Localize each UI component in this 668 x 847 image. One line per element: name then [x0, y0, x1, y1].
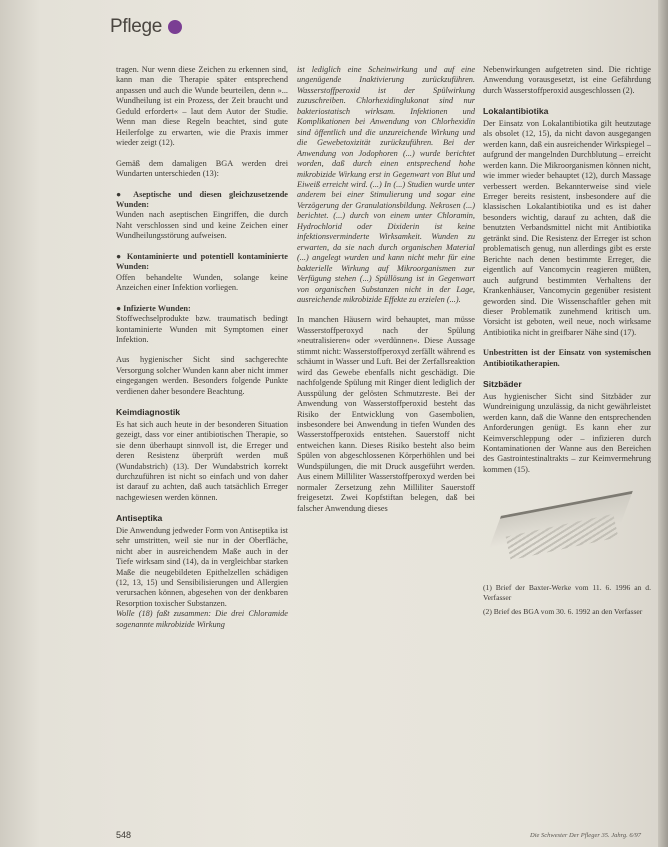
book-illustration: [483, 485, 651, 575]
bullet-heading: ● Aseptische und diesen gleichzusetzende Wunden:: [116, 189, 288, 209]
subheading-keimdiagnostik: Keimdiagnostik: [116, 407, 180, 418]
section-header: [110, 14, 182, 40]
bullet-heading: ● Infizierte Wunden:: [116, 303, 191, 313]
paragraph: Gemäß dem damaligen BGA werden drei Wundarten unterschieden (13):: [116, 158, 288, 179]
paragraph: Stoffwechselprodukte bzw. traumatisch bedingt kontaminierte Wunden mit Symptomen einer Infektion.: [116, 314, 288, 344]
text-column-1: [116, 65, 288, 827]
subheading-lokalantibiotika: Lokalantibiotika: [483, 106, 549, 117]
subheading-antiseptika: Antiseptika: [116, 513, 163, 524]
reference-item: (1) Brief der Baxter-Werke vom 11. 6. 1996 an d. Verfasser: [483, 583, 651, 602]
paragraph: Aus hygienischer Sicht sind Sitzbäder zur Wundreinigung unzulässig, da nicht gewährleistet werden kann, daß die Wanne den entsprechenden Anforderungen genügt. Es kann eher zur Keimverschleppung oder – infizieren durch Kontaminationen der Wanne aus den Bereichen des Gastrointestinaltrakts – zur Keimvermehrung kommen (15).: [483, 391, 651, 474]
text-column-2: [297, 65, 475, 827]
page-number: 548: [116, 830, 132, 840]
paragraph-bold: Unbestritten ist der Einsatz von systemischen Antibiotikatherapien.: [483, 348, 651, 368]
paragraph-italic: ist lediglich eine Scheinwirkung und auf eine ungenügende Inaktivierung zurückzuführen. Wasserstoffperoxid ist der Spülwirkung zuzuschreiben. Chlorhexidinglukonat sind nur bakteriostatisch wirksam. Infektionen und Komplikationen bei Anwendung von Chlorhexidin sind öffentlich und die unzureichende Wirkung und die Gewebetoxizität zurückzuführen. Bei der Anwendung von Jodophoren (...) wurde berichtet worden, daß durch einen entsprechend hohe mikrobizide Wirkung erst in Gegenwart von Blut und Eiweiß erreicht wird. (...) In (...) Studien wurde unter anderem bei einer Stimulierung und sogar eine Verzögerung der Granulationsbildung. Nekrosen (...) berichtet. (...) durch von einem unter Chloramin, Hydrochlorid oder Dixiderin ist keine infektionsverminderte Wirksamkeit. Wunden zu erwarten, da sie nach durch organischen Material (...) angelegt wurden und kann nicht mehr für eine bakterielle Wirkung auf Mikroorganismen zur Verfügung stehen (...) Spüllösung ist in Gegenwart von organischen Substanzen nicht in der Lage, ausreichende mikrobizide Effekte zu erzielen (...).: [297, 65, 475, 304]
paragraph: Der Einsatz von Lokalantibiotika gilt heutzutage als obsolet (12, 15), da nicht davon ausgegangen werden kann, daß ein ausreichender Wirkspiegel – aufgrund der mangelnden Durchblutung – erreicht werden kann. Die Mikroorganismen können nicht, wie immer wieder behauptet (12), durch Massage verbessert werden. Bekannterweise sind viele Erreger bereits resistent, insbesondere auf die klassischen Lokalantibiotika und es ist daher besonders wichtig, darauf zu achten, daß die benutzten Verbandsmittel nicht mit Antibiotika getränkt sind. Die Resistenz der Erreger ist schon problematisch genug, nun allerdings gibt es erste Berichte nach denen bestimmte Erreger, die eigentlich auf Vancomycin reagieren müßten, auch aufgrund bestimmten Verhaltens der Krankenhäuser, Vancomycin gegenüber resistent geworden sind. Die Wissenschaftler gehen mit dieser Problematik zunehmend kritisch um. Vorsicht ist geboten, weil neue, noch wirksame Antibiotika nicht in greifbarer Nähe sind (17).: [483, 118, 651, 337]
text-column-3: [483, 65, 651, 827]
paragraph: Nebenwirkungen aufgetreten sind. Die richtige Anwendung vorausgesetzt, ist eine Gefährdung durch Wasserstoffperoxid ausgeschlossen (2).: [483, 65, 651, 95]
references: [483, 583, 651, 616]
section-marker-dot: [168, 20, 182, 34]
paragraph: Die Anwendung jedweder Form von Antiseptika ist sehr umstritten, weil sie nur in der Oberfläche, nicht aber in ausreichendem Maße auch in der Tiefe wirksam sind (14), da in vergleichbar starken Maße die neugebildeten Epithelzellen schädigen (12, 13, 15) und Sensibilisierungen und Allergien verursachen können, abgesehen von der denkbaren Resorption toxischer Substanzen.: [116, 525, 288, 608]
paragraph: Aus hygienischer Sicht sind sachgerechte Versorgung solcher Wunden kann aber nicht immer eingegangen werden. Besonders folgende Punkte verdienen daher besondere Beachtung.: [116, 355, 288, 396]
section-title: Pflege: [110, 16, 163, 37]
paragraph: Offen behandelte Wunden, solange keine Anzeichen einer Infektion vorliegen.: [116, 272, 288, 293]
paragraph: In manchen Häusern wird behauptet, man müsse Wasserstoffperoxyd nach der Spülung »neutralisieren« oder »verdünnen«. Diese Aussage stimmt nicht: Wasserstoffperoxyd zerfällt während es schäumt in Wasser und Luft. Bei der Zerfallsreaktion wird das Gewebe ebenfalls nicht geschädigt. Die nachfolgende Spülung mit Ringer dient lediglich der Ausspülung der gelösten Schmutzreste. Bei der Anwendung von Wasserstoffperoxid besteht das Risiko der Entwicklung von Gasembolien, insbesondere bei Anwendung in tiefen Wunden des Wasserstoffperoxids entstehen. Sauerstoff nicht entweichen kann. Dieses Risiko besteht also beim Spülen von abgeschlossenen Körperhöhlen und bei Wundspülungen, die mit Druck ausgeführt werden. Aus einem Milliliter Wasserstoffperoxyd werden bei normaler Zersetzung zehn Milliliter Sauerstoff freigesetzt. Zwei Kopfstiftan belegen, daß bei falscher Anwendung dieses: [297, 315, 475, 513]
bullet-heading: ● Kontaminierte und potentiell kontaminierte Wunden:: [116, 251, 288, 272]
page-gutter: [658, 0, 668, 847]
paragraph-italic: Wolle (18) faßt zusammen: Die drei Chloramide sogenannte mikrobizide Wirkung: [116, 609, 288, 629]
reference-item: (2) Brief des BGA vom 30. 6. 1992 an den Verfasser: [483, 606, 643, 616]
subheading-sitzbaeder: Sitzbäder: [483, 379, 522, 390]
paragraph: Es hat sich auch heute in der besonderen Situation gezeigt, dass vor einer antibiotischen Therapie, so sie denn überhaupt sinnvoll ist, die Erreger und deren Resistenz überprüft werden muß (Wundabstrich) (13). Der Wundabstrich korrekt durchzuführen ist nicht so einfach und von daher ist darauf zu achten, daß auch tatsächlich Erreger nachgewiesen werden können.: [116, 419, 288, 502]
paragraph: tragen. Nur wenn diese Zeichen zu erkennen sind, kann man die Therapie später entsprechend anpassen und auch die Wunde beurteilen, denn »... Wundheilung ist ein Prozess, der Zeit braucht und Geduld erfordert« – laut dem Autor der Studie. Wenn man diese Regeln beachtet, sind gute Heilerfolge zu erwarten, wie die Praxis immer wieder zeigt (12).: [116, 65, 288, 148]
paragraph: Wunden nach aseptischen Eingriffen, die durch Naht verschlossen sind und keine Zeichen einer Wundheilungsstörung aufweisen.: [116, 210, 288, 241]
journal-footer: Die Schwester Der Pfleger 35. Jahrg. 6/97: [530, 832, 641, 839]
